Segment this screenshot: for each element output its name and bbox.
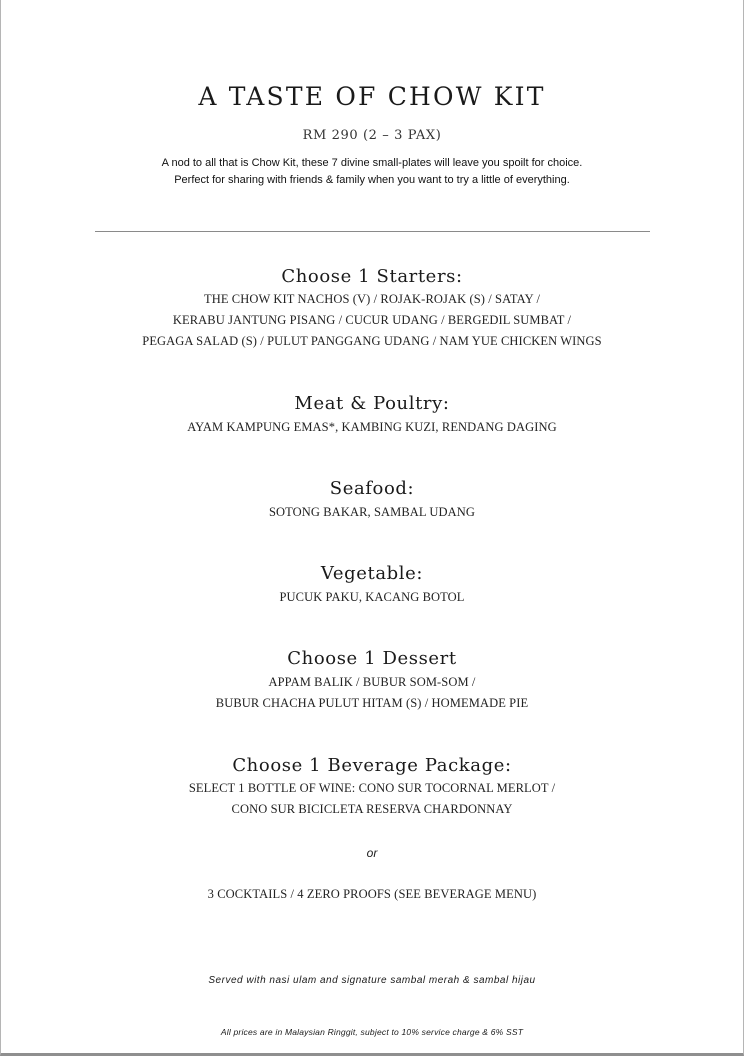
meat-poultry-line-1: AYAM KAMPUNG EMAS*, KAMBING KUZI, RENDANG DAGING xyxy=(187,420,557,434)
meat-poultry-heading: Meat & Poultry: xyxy=(294,393,450,414)
seafood-heading: Seafood: xyxy=(329,478,415,499)
menu-price: RM 290 (2 – 3 PAX) xyxy=(302,128,442,143)
pricing-footer: All prices are in Malaysian Ringgit, subject to 10% service charge & 6% SST xyxy=(220,1027,524,1037)
menu-title: A TASTE OF CHOW KIT xyxy=(198,82,546,111)
vegetable-line-1: PUCUK PAKU, KACANG BOTOL xyxy=(279,590,465,604)
dessert-line-1: APPAM BALIK / BUBUR SOM-SOM / xyxy=(268,675,476,689)
header-divider xyxy=(95,231,650,232)
beverage-alternative: 3 COCKTAILS / 4 ZERO PROOFS (SEE BEVERAGE MENU) xyxy=(207,887,537,901)
served-with-note: Served with nasi ulam and signature sambal merah & sambal hijau xyxy=(208,975,536,986)
starters-line-3: PEGAGA SALAD (S) / PULUT PANGGANG UDANG / NAM YUE CHICKEN WINGS xyxy=(142,334,602,348)
vegetable-heading: Vegetable: xyxy=(320,563,424,584)
beverage-or: or xyxy=(366,846,378,860)
starters-line-1: THE CHOW KIT NACHOS (V) / ROJAK-ROJAK (S) / SATAY / xyxy=(203,292,541,306)
dessert-line-2: BUBUR CHACHA PULUT HITAM (S) / HOMEMADE PIE xyxy=(215,696,529,710)
beverage-line-1: SELECT 1 BOTTLE OF WINE: CONO SUR TOCORNAL MERLOT / xyxy=(188,781,556,795)
beverage-line-2: CONO SUR BICICLETA RESERVA CHARDONNAY xyxy=(231,802,513,816)
beverage-heading: Choose 1 Beverage Package: xyxy=(232,755,512,776)
intro-text-line-2: Perfect for sharing with friends & family when you want to try a little of everything. xyxy=(174,174,570,186)
intro-text-line-1: A nod to all that is Chow Kit, these 7 divine small-plates will leave you spoilt for choice. xyxy=(161,157,583,169)
seafood-line-1: SOTONG BAKAR, SAMBAL UDANG xyxy=(268,505,476,519)
starters-line-2: KERABU JANTUNG PISANG / CUCUR UDANG / BERGEDIL SUMBAT / xyxy=(172,313,572,327)
dessert-heading: Choose 1 Dessert xyxy=(287,648,457,669)
starters-heading: Choose 1 Starters: xyxy=(281,266,463,287)
